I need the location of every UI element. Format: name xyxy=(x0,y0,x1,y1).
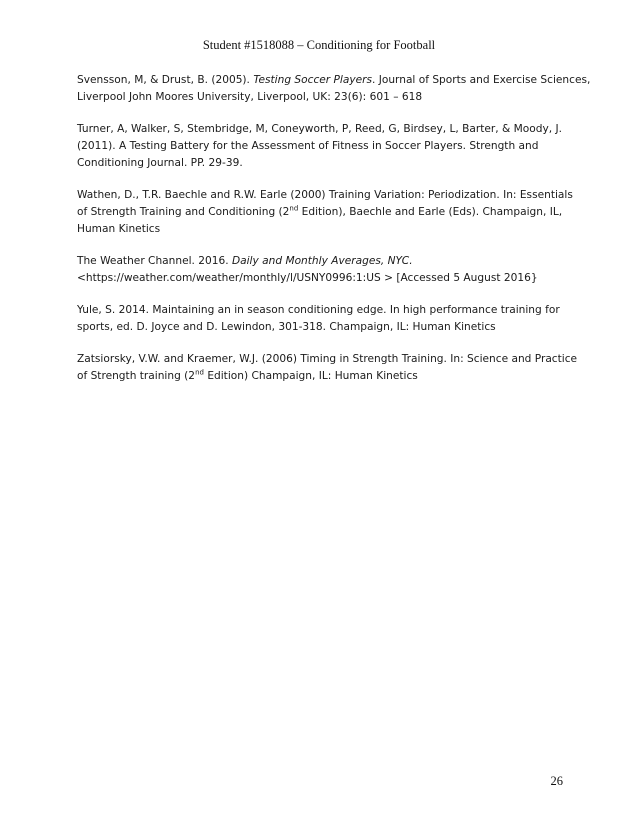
reference-line: Conditioning Journal. PP. 29-39. xyxy=(77,157,243,169)
reference-line: sports, ed. D. Joyce and D. Lewindon, 301-318. Champaign, IL: Human Kinetics xyxy=(77,321,496,333)
reference-entry xyxy=(77,302,577,336)
reference-entry xyxy=(77,187,577,238)
reference-line xyxy=(77,368,577,385)
reference-line: Liverpool John Moores University, Liverpool, UK: 23(6): 601 – 618 xyxy=(77,91,423,103)
reference-entry xyxy=(77,121,577,172)
reference-line xyxy=(77,204,577,221)
reference-line: Zatsiorsky, V.W. and Kraemer, W.J. (2006) Timing in Strength Training. In: Science and Practice xyxy=(77,353,578,365)
reference-entry xyxy=(77,72,591,106)
reference-line: Turner, A, Walker, S, Stembridge, M, Coneyworth, P, Reed, G, Birdsey, L, Barter, & Moody, J. xyxy=(77,123,562,135)
reference-text: . Journal of Sports and Exercise Sciences, xyxy=(372,74,591,86)
reference-text: Svensson, M, & Drust, B. (2005). xyxy=(77,74,254,86)
reference-entry xyxy=(77,253,577,287)
reference-line: (2011). A Testing Battery for the Assessment of Fitness in Soccer Players. Strength and xyxy=(77,140,539,152)
reference-text: The Weather Channel. 2016. xyxy=(77,255,232,267)
reference-url-line: <https://weather.com/weather/monthly/l/USNY0996:1:US > [Accessed 5 August 2016} xyxy=(77,272,538,284)
reference-entry xyxy=(77,351,577,385)
reference-line: Yule, S. 2014. Maintaining an in season conditioning edge. In high performance training for xyxy=(77,304,560,316)
superscript: nd xyxy=(289,204,299,213)
reference-text: Edition), Baechle and Earle (Eds). Champaign, IL, xyxy=(298,206,563,218)
superscript: nd xyxy=(195,368,204,377)
reference-text: of Strength training (2 xyxy=(77,370,196,382)
reference-title-italic: Daily and Monthly Averages, NYC. xyxy=(231,255,413,267)
page-header: Student #1518088 – Conditioning for Football xyxy=(202,38,436,52)
reference-line xyxy=(77,253,577,270)
reference-text: of Strength Training and Conditioning (2 xyxy=(77,206,290,218)
reference-line: Wathen, D., T.R. Baechle and R.W. Earle (2000) Training Variation: Periodization. In: Essentials xyxy=(77,189,573,201)
reference-text: Edition) Champaign, IL: Human Kinetics xyxy=(203,370,418,382)
reference-line: Human Kinetics xyxy=(77,223,161,235)
reference-list xyxy=(77,72,591,385)
reference-line xyxy=(77,72,591,89)
page-number: 26 xyxy=(550,774,563,788)
reference-title-italic: Testing Soccer Players xyxy=(253,74,372,86)
